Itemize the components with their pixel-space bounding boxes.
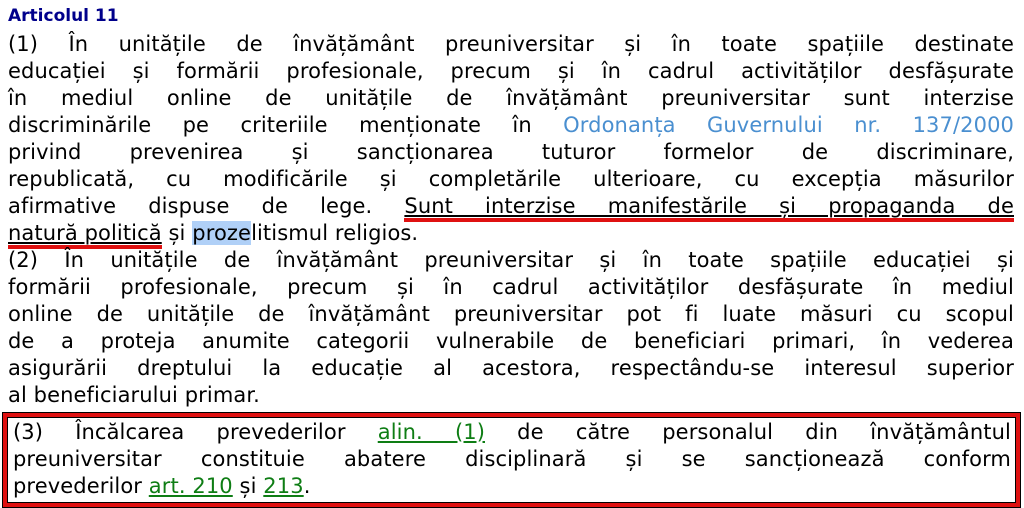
text-line: (1) În unitățile de învățământ preuniversitar și în toate spațiile destinate — [8, 32, 1014, 56]
text-segment: prevederilor — [13, 474, 149, 498]
text-line: educației și formării profesionale, precum și în cadrul activităților desfășurate — [8, 59, 1014, 83]
text-line: online de unitățile de învățământ preuniversitar pot fi luate măsuri cu scopul — [8, 302, 1014, 326]
text-line: în mediul online de unitățile de învățământ preuniversitar sunt interzise — [8, 86, 1014, 110]
text-line: privind prevenirea și sancționarea tuturor formelor de discriminare, — [8, 140, 1014, 164]
link-ordonanta-137-2000[interactable]: Ordonanța Guvernului nr. 137/2000 — [563, 113, 1014, 137]
red-underline-annotation: Sunt interzise manifestările și propaganda de — [404, 194, 1014, 222]
text-line — [8, 112, 1014, 139]
text-segment: (3) Încălcarea prevederilor — [13, 420, 378, 444]
text-line: asigurării dreptului la educație al acestora, respectându-se interesul superior — [8, 356, 1014, 380]
text-segment: litismul religios. — [251, 221, 419, 245]
text-line — [13, 419, 1011, 446]
link-art-213[interactable]: 213 — [263, 474, 304, 498]
text-selection-highlight: proze — [192, 221, 252, 245]
red-underline-annotation: natură politică — [8, 221, 162, 249]
text-segment: . — [303, 474, 311, 498]
text-line: de a proteja anumite categorii vulnerabile de beneficiari primari, în vederea — [8, 329, 1014, 353]
red-annotation-box-border — [3, 413, 1020, 507]
text-line: al beneficiarului primar. — [8, 383, 260, 407]
paragraph-1 — [8, 31, 1014, 247]
text-line: republicată, cu modificările și completările ulterioare, cu excepția măsurilor — [8, 167, 1014, 191]
text-segment: discriminările pe criteriile menționate în — [8, 113, 564, 137]
text-segment: de către personalul din învățământul — [485, 420, 1011, 444]
red-annotation-box — [2, 412, 1021, 508]
text-line — [8, 220, 1014, 247]
text-line — [13, 473, 1011, 500]
article-title: Articolul 11 — [8, 6, 119, 26]
text-segment: afirmative dispuse de lege. — [8, 194, 405, 218]
text-line: (2) În unitățile de învățământ preuniversitar și în toate spațiile educației și — [8, 248, 1014, 272]
text-line — [8, 193, 1014, 220]
text-line: preuniversitar constituie abatere disciplinară și se sancționează conform — [13, 447, 1011, 471]
text-line: formării profesionale, precum și în cadrul activităților desfășurate în mediul — [8, 275, 1014, 299]
paragraph-3 — [7, 417, 1016, 503]
link-alin-1[interactable]: alin. (1) — [377, 420, 485, 444]
link-art-210[interactable]: art. 210 — [148, 474, 233, 498]
text-segment: și — [232, 474, 264, 498]
text-segment: și — [161, 221, 193, 245]
paragraph-2 — [8, 247, 1014, 409]
